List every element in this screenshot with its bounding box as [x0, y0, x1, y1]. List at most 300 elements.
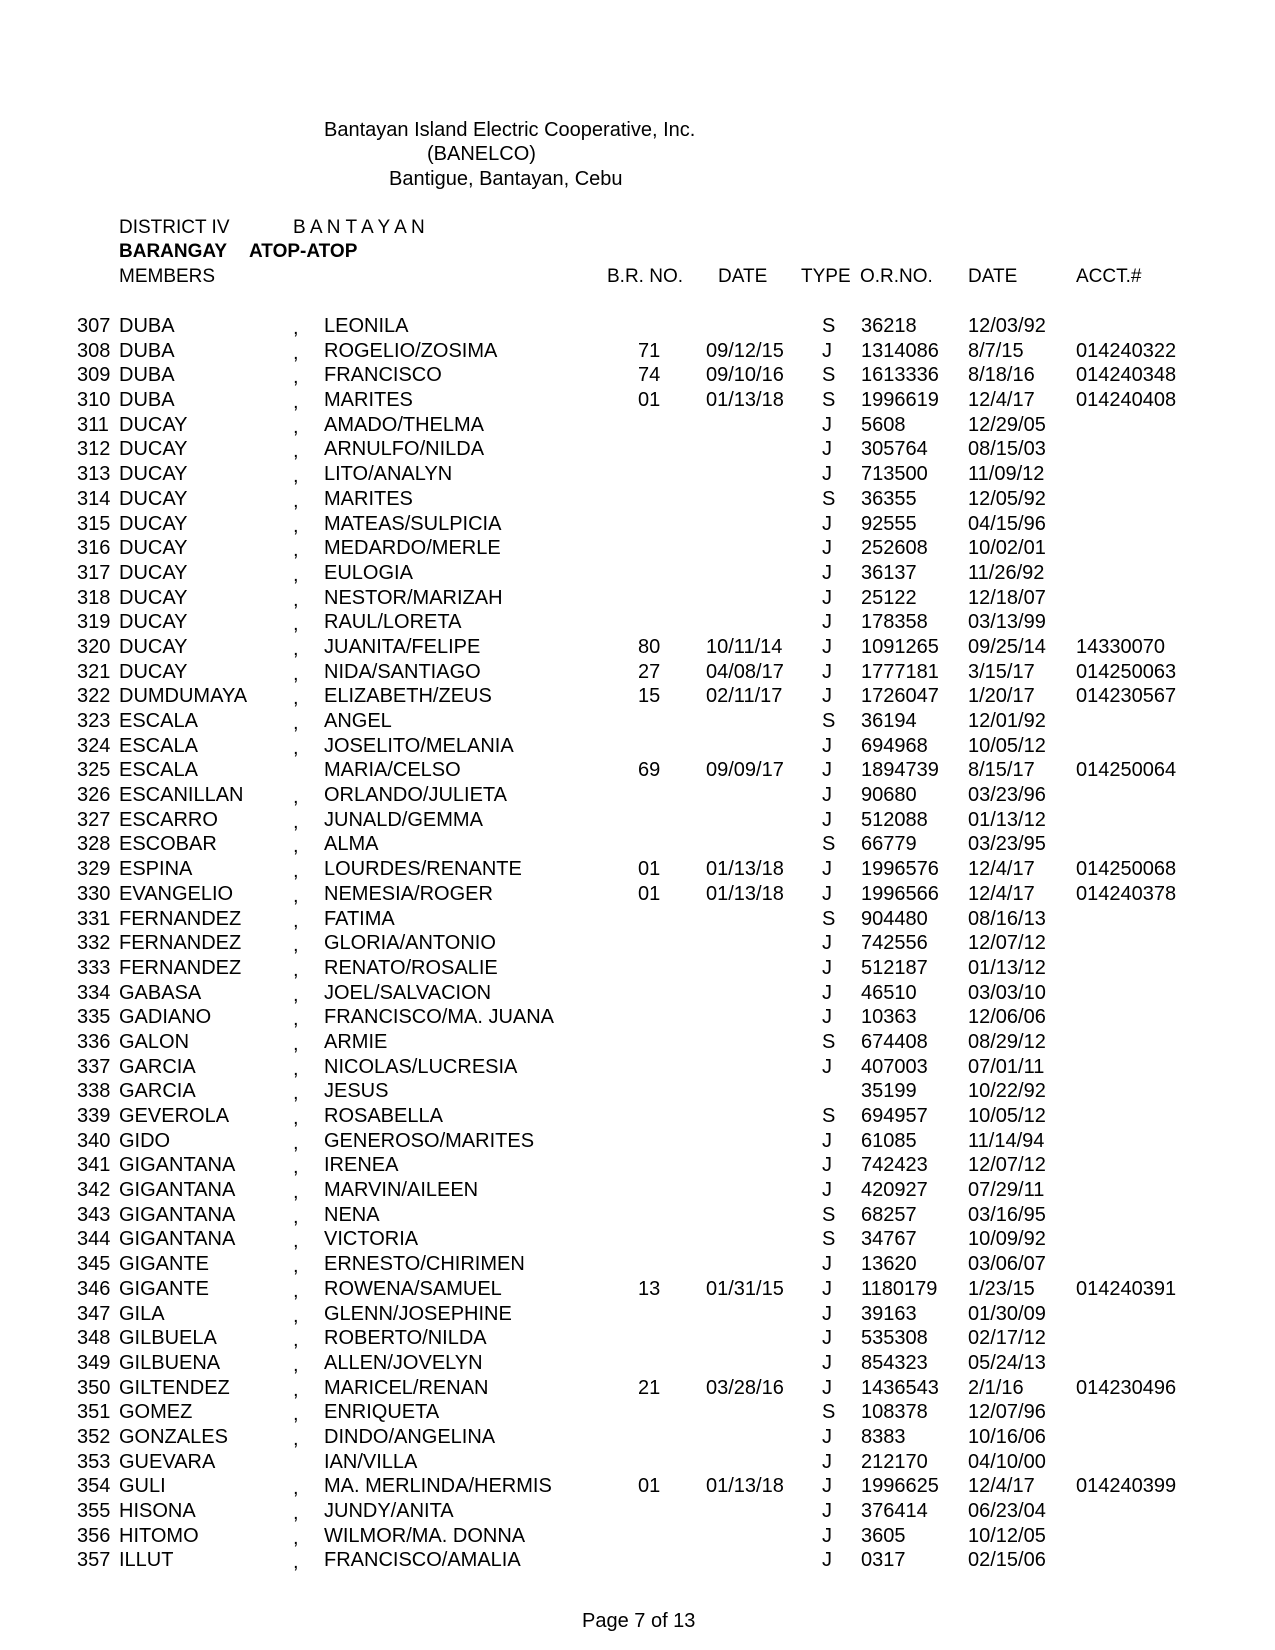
member-last-name: EVANGELIO: [119, 882, 234, 905]
member-last-name: GIGANTANA: [119, 1154, 236, 1177]
br-number: 01: [638, 858, 661, 881]
name-separator: ,: [293, 415, 299, 438]
or-number: 1613336: [861, 364, 939, 387]
membership-type: S: [822, 1203, 836, 1226]
br-date: 04/08/17: [706, 660, 784, 683]
or-date: 02/15/06: [968, 1549, 1046, 1572]
or-date: 01/13/12: [968, 956, 1046, 979]
member-number: 356: [77, 1524, 111, 1547]
or-number: 512088: [861, 808, 928, 831]
br-number: 15: [638, 685, 661, 708]
membership-type: J: [822, 1500, 832, 1522]
member-number: 351: [77, 1401, 111, 1424]
member-number: 320: [77, 635, 111, 658]
membership-type: J: [822, 1154, 832, 1177]
membership-type: J: [822, 882, 832, 905]
or-number: 36194: [861, 710, 917, 732]
membership-type: S: [822, 389, 836, 412]
name-separator: ,: [293, 1378, 299, 1401]
table-row: [0, 463, 1275, 488]
table-row: [0, 488, 1275, 513]
or-number: 36137: [861, 561, 917, 584]
member-first-names: MARITES: [324, 389, 413, 412]
table-row: [0, 957, 1275, 982]
table-row: [0, 537, 1275, 562]
or-number: 3605: [861, 1524, 906, 1547]
table-row: [0, 685, 1275, 710]
member-number: 353: [77, 1450, 111, 1473]
membership-type: J: [822, 1425, 832, 1448]
table-row: [0, 1006, 1275, 1031]
member-number: 336: [77, 1030, 111, 1053]
membership-type: J: [822, 981, 832, 1004]
account-number: 014240378: [1076, 882, 1177, 905]
member-first-names: ARNULFO/NILDA: [324, 438, 485, 461]
membership-type: S: [822, 1105, 836, 1127]
name-separator: ,: [293, 662, 299, 685]
or-number: 212170: [861, 1450, 928, 1473]
or-number: 36218: [861, 315, 917, 337]
or-date: 03/13/99: [968, 611, 1046, 634]
col-members: MEMBERS: [119, 266, 216, 287]
membership-type: S: [822, 364, 836, 387]
account-number: 014250064: [1076, 759, 1177, 782]
member-last-name: FERNANDEZ: [119, 907, 242, 930]
member-last-name: DUBA: [119, 315, 175, 337]
name-separator: ,: [293, 317, 299, 339]
name-separator: ,: [293, 1008, 299, 1031]
membership-type: J: [822, 1327, 832, 1350]
or-date: 08/15/03: [968, 438, 1046, 461]
member-number: 308: [77, 339, 111, 362]
member-first-names: IRENEA: [324, 1154, 399, 1177]
table-row: [0, 1451, 1275, 1476]
member-first-names: ERNESTO/CHIRIMEN: [324, 1253, 525, 1276]
name-separator: ,: [293, 613, 299, 636]
account-number: 014240322: [1076, 339, 1177, 362]
member-number: 344: [77, 1228, 111, 1251]
member-last-name: GOMEZ: [119, 1401, 193, 1424]
member-number: 316: [77, 537, 111, 560]
br-date: 01/31/15: [706, 1277, 784, 1300]
or-number: 92555: [861, 512, 917, 535]
member-number: 350: [77, 1376, 111, 1399]
table-row: [0, 1204, 1275, 1229]
member-number: 325: [77, 759, 111, 782]
member-number: 309: [77, 364, 111, 387]
membership-type: J: [822, 463, 832, 486]
br-number: 74: [638, 364, 661, 387]
or-date: 12/07/96: [968, 1401, 1046, 1424]
member-first-names: NENA: [324, 1203, 380, 1226]
name-separator: ,: [293, 712, 299, 734]
or-number: 1996576: [861, 858, 939, 881]
table-row: [0, 1105, 1275, 1130]
account-number: 014250063: [1076, 660, 1177, 683]
member-first-names: MARVIN/AILEEN: [324, 1179, 479, 1202]
member-last-name: DUCAY: [119, 611, 188, 634]
or-date: 03/06/07: [968, 1253, 1046, 1276]
account-number: 14330070: [1076, 635, 1165, 658]
table-row: [0, 1031, 1275, 1056]
name-separator: ,: [293, 835, 299, 858]
or-number: 1436543: [861, 1376, 939, 1399]
name-separator: ,: [293, 1057, 299, 1080]
or-date: 12/06/06: [968, 1006, 1046, 1029]
member-last-name: HISONA: [119, 1500, 196, 1522]
or-date: 06/23/04: [968, 1500, 1046, 1522]
membership-type: J: [822, 438, 832, 461]
table-row: [0, 1525, 1275, 1550]
or-date: 03/16/95: [968, 1203, 1046, 1226]
member-number: 343: [77, 1203, 111, 1226]
table-row: [0, 1154, 1275, 1179]
member-number: 312: [77, 438, 111, 461]
member-number: 355: [77, 1500, 111, 1522]
or-date: 11/09/12: [968, 463, 1045, 486]
or-date: 04/15/96: [968, 512, 1046, 535]
table-row: [0, 1228, 1275, 1253]
br-number: 21: [638, 1376, 661, 1399]
name-separator: ,: [293, 687, 299, 710]
name-separator: ,: [293, 489, 299, 512]
name-separator: ,: [293, 860, 299, 883]
or-date: 08/16/13: [968, 907, 1046, 930]
or-number: 694957: [861, 1105, 928, 1127]
member-last-name: GONZALES: [119, 1425, 228, 1448]
or-number: 0317: [861, 1549, 906, 1572]
or-number: 376414: [861, 1500, 928, 1522]
member-number: 307: [77, 315, 111, 337]
or-date: 05/24/13: [968, 1351, 1046, 1374]
membership-type: J: [822, 660, 832, 683]
br-date: 09/10/16: [706, 364, 784, 387]
or-number: 36355: [861, 487, 917, 510]
member-number: 339: [77, 1105, 111, 1127]
member-first-names: FRANCISCO/AMALIA: [324, 1549, 521, 1572]
membership-type: J: [822, 1302, 832, 1325]
table-row: [0, 438, 1275, 463]
or-number: 13620: [861, 1253, 917, 1276]
name-separator: ,: [293, 786, 299, 809]
member-last-name: DUCAY: [119, 463, 188, 486]
account-number: 014230567: [1076, 685, 1177, 708]
membership-type: J: [822, 759, 832, 782]
or-date: 12/07/12: [968, 1154, 1046, 1177]
br-number: 27: [638, 660, 661, 683]
name-separator: ,: [293, 588, 299, 611]
name-separator: ,: [293, 1082, 299, 1105]
or-date: 12/18/07: [968, 586, 1046, 609]
member-number: 337: [77, 1055, 111, 1078]
member-last-name: DUCAY: [119, 438, 188, 461]
member-number: 348: [77, 1327, 111, 1350]
membership-type: J: [822, 1253, 832, 1276]
or-number: 25122: [861, 586, 917, 609]
membership-type: J: [822, 1006, 832, 1029]
account-number: 014240399: [1076, 1475, 1177, 1498]
table-row: [0, 710, 1275, 735]
membership-type: J: [822, 586, 832, 609]
member-last-name: ESCANILLAN: [119, 784, 244, 807]
page-number: Page 7 of 13: [582, 1610, 696, 1632]
member-first-names: ROSABELLA: [324, 1105, 443, 1127]
or-date: 11/26/92: [968, 561, 1045, 584]
member-first-names: JUNALD/GEMMA: [324, 808, 483, 831]
account-number: 014240391: [1076, 1277, 1177, 1300]
membership-type: S: [822, 487, 836, 510]
table-row: [0, 562, 1275, 587]
membership-type: J: [822, 1450, 832, 1473]
name-separator: ,: [293, 884, 299, 907]
member-number: 335: [77, 1006, 111, 1029]
member-last-name: DUCAY: [119, 487, 188, 510]
or-date: 1/20/17: [968, 685, 1035, 708]
membership-type: J: [822, 1549, 832, 1572]
name-separator: ,: [293, 1329, 299, 1352]
name-separator: ,: [293, 1403, 299, 1426]
member-number: 329: [77, 858, 111, 881]
or-date: 10/22/92: [968, 1080, 1046, 1103]
or-date: 09/25/14: [968, 635, 1046, 658]
table-row: [0, 784, 1275, 809]
member-first-names: ANGEL: [324, 710, 392, 732]
or-date: 12/4/17: [968, 389, 1035, 412]
or-number: 1091265: [861, 635, 939, 658]
member-last-name: DUCAY: [119, 586, 188, 609]
br-date: 01/13/18: [706, 882, 784, 905]
name-separator: ,: [293, 1131, 299, 1154]
name-separator: ,: [293, 514, 299, 537]
membership-type: J: [822, 932, 832, 955]
account-number: 014240348: [1076, 364, 1177, 387]
member-first-names: WILMOR/MA. DONNA: [324, 1524, 526, 1547]
name-separator: ,: [293, 1181, 299, 1204]
member-number: 324: [77, 734, 111, 757]
member-first-names: ROWENA/SAMUEL: [324, 1277, 502, 1300]
col-type: TYPE: [801, 266, 851, 287]
member-number: 342: [77, 1179, 111, 1202]
membership-type: J: [822, 635, 832, 658]
member-last-name: DUCAY: [119, 561, 188, 584]
or-number: 35199: [861, 1080, 917, 1103]
member-number: 318: [77, 586, 111, 609]
br-date: 01/13/18: [706, 389, 784, 412]
or-date: 03/23/95: [968, 833, 1046, 856]
table-row: [0, 858, 1275, 883]
or-date: 2/1/16: [968, 1376, 1024, 1399]
member-last-name: GARCIA: [119, 1080, 196, 1103]
member-first-names: DINDO/ANGELINA: [324, 1425, 496, 1448]
member-last-name: ESCARRO: [119, 808, 218, 831]
member-first-names: EULOGIA: [324, 561, 413, 584]
or-date: 10/12/05: [968, 1524, 1046, 1547]
member-last-name: DUBA: [119, 339, 175, 362]
members-table: [0, 315, 1275, 1574]
col-br-no: B.R. NO.: [607, 266, 684, 287]
membership-type: J: [822, 734, 832, 757]
name-separator: ,: [293, 909, 299, 932]
or-number: 66779: [861, 833, 917, 856]
table-row: [0, 611, 1275, 636]
membership-type: S: [822, 710, 836, 732]
membership-type: J: [822, 561, 832, 584]
member-number: 321: [77, 660, 111, 683]
membership-type: J: [822, 1475, 832, 1498]
membership-type: J: [822, 956, 832, 979]
member-first-names: NESTOR/MARIZAH: [324, 586, 503, 609]
or-date: 1/23/15: [968, 1277, 1035, 1300]
member-first-names: NIDA/SANTIAGO: [324, 660, 481, 683]
or-date: 12/01/92: [968, 710, 1046, 732]
member-last-name: GIGANTANA: [119, 1203, 236, 1226]
name-separator: ,: [293, 810, 299, 833]
member-first-names: LEONILA: [324, 315, 409, 337]
member-number: 317: [77, 561, 111, 584]
or-number: 742423: [861, 1154, 928, 1177]
name-separator: ,: [293, 958, 299, 981]
col-date-1: DATE: [718, 266, 768, 287]
or-number: 178358: [861, 611, 928, 634]
table-row: [0, 759, 1275, 784]
member-first-names: MARICEL/RENAN: [324, 1376, 489, 1399]
br-date: 03/28/16: [706, 1376, 784, 1399]
member-first-names: JOEL/SALVACION: [324, 981, 492, 1004]
membership-type: S: [822, 315, 836, 337]
name-separator: ,: [293, 1279, 299, 1302]
member-last-name: ESCALA: [119, 710, 198, 732]
member-last-name: GEVEROLA: [119, 1105, 230, 1127]
member-last-name: DUCAY: [119, 635, 188, 658]
member-number: 340: [77, 1129, 111, 1152]
member-first-names: ROBERTO/NILDA: [324, 1327, 487, 1350]
member-last-name: GARCIA: [119, 1055, 196, 1078]
name-separator: ,: [293, 366, 299, 389]
member-first-names: ALLEN/JOVELYN: [324, 1351, 483, 1374]
member-last-name: ILLUT: [119, 1549, 174, 1572]
or-date: 03/23/96: [968, 784, 1046, 807]
member-number: 322: [77, 685, 111, 708]
membership-type: J: [822, 858, 832, 881]
member-first-names: MA. MERLINDA/HERMIS: [324, 1475, 552, 1498]
col-or-no: O.R.NO.: [860, 266, 933, 287]
name-separator: ,: [293, 1107, 299, 1129]
member-first-names: FATIMA: [324, 907, 395, 930]
name-separator: ,: [293, 1205, 299, 1228]
table-row: [0, 1130, 1275, 1155]
member-number: 332: [77, 932, 111, 955]
member-first-names: MARITES: [324, 487, 413, 510]
br-date: 02/11/17: [706, 685, 783, 708]
membership-type: J: [822, 1179, 832, 1202]
or-number: 39163: [861, 1302, 917, 1325]
membership-type: J: [822, 808, 832, 831]
member-last-name: GILBUENA: [119, 1351, 221, 1374]
org-name: Bantayan Island Electric Cooperative, Inc.: [324, 119, 696, 141]
member-first-names: ALMA: [324, 833, 379, 856]
member-first-names: IAN/VILLA: [324, 1450, 418, 1473]
name-separator: ,: [293, 465, 299, 488]
or-date: 12/03/92: [968, 315, 1046, 337]
name-separator: ,: [293, 440, 299, 463]
or-number: 1894739: [861, 759, 939, 782]
member-number: 352: [77, 1425, 111, 1448]
member-number: 319: [77, 611, 111, 634]
member-first-names: NEMESIA/ROGER: [324, 882, 493, 905]
org-address: Bantigue, Bantayan, Cebu: [389, 168, 623, 190]
member-first-names: ORLANDO/JULIETA: [324, 784, 507, 807]
membership-type: J: [822, 1277, 832, 1300]
membership-type: J: [822, 512, 832, 535]
or-number: 1996625: [861, 1475, 939, 1498]
name-separator: ,: [293, 1477, 299, 1500]
or-date: 02/17/12: [968, 1327, 1046, 1350]
member-last-name: GILA: [119, 1302, 165, 1325]
br-date: 01/13/18: [706, 1475, 784, 1498]
member-last-name: FERNANDEZ: [119, 956, 242, 979]
table-row: [0, 1080, 1275, 1105]
member-last-name: DUCAY: [119, 512, 188, 535]
member-number: 328: [77, 833, 111, 856]
member-number: 334: [77, 981, 111, 1004]
br-number: 71: [638, 339, 661, 362]
or-date: 01/13/12: [968, 808, 1046, 831]
or-date: 04/10/00: [968, 1450, 1046, 1473]
member-first-names: NICOLAS/LUCRESIA: [324, 1055, 518, 1078]
member-last-name: GABASA: [119, 981, 202, 1004]
or-number: 8383: [861, 1425, 906, 1448]
membership-type: J: [822, 1351, 832, 1374]
member-first-names: JOSELITO/MELANIA: [324, 734, 514, 757]
member-first-names: MARIA/CELSO: [324, 759, 461, 782]
member-last-name: ESCOBAR: [119, 833, 217, 856]
or-number: 34767: [861, 1228, 917, 1251]
member-number: 314: [77, 487, 111, 510]
member-number: 311: [77, 413, 109, 436]
table-row: [0, 1475, 1275, 1500]
member-number: 346: [77, 1277, 111, 1300]
or-number: 108378: [861, 1401, 928, 1424]
or-number: 694968: [861, 734, 928, 757]
member-last-name: GADIANO: [119, 1006, 212, 1029]
member-number: 347: [77, 1302, 111, 1325]
or-date: 3/15/17: [968, 660, 1035, 683]
member-last-name: GIGANTANA: [119, 1179, 236, 1202]
or-number: 674408: [861, 1030, 928, 1053]
or-number: 904480: [861, 907, 928, 930]
member-last-name: ESPINA: [119, 858, 193, 881]
membership-type: J: [822, 1055, 832, 1078]
member-number: 310: [77, 389, 111, 412]
or-number: 252608: [861, 537, 928, 560]
or-date: 12/29/05: [968, 413, 1046, 436]
or-number: 68257: [861, 1203, 917, 1226]
member-number: 354: [77, 1475, 111, 1498]
table-row: [0, 1179, 1275, 1204]
member-first-names: AMADO/THELMA: [324, 413, 485, 436]
member-number: 326: [77, 784, 111, 807]
barangay-value: ATOP-ATOP: [249, 241, 358, 262]
table-row: [0, 1426, 1275, 1451]
table-row: [0, 1500, 1275, 1525]
or-date: 12/4/17: [968, 858, 1035, 881]
or-number: 420927: [861, 1179, 928, 1202]
or-date: 12/4/17: [968, 1475, 1035, 1498]
member-first-names: JESUS: [324, 1080, 389, 1103]
membership-type: S: [822, 1030, 836, 1053]
or-number: 305764: [861, 438, 928, 461]
or-number: 1314086: [861, 339, 939, 362]
